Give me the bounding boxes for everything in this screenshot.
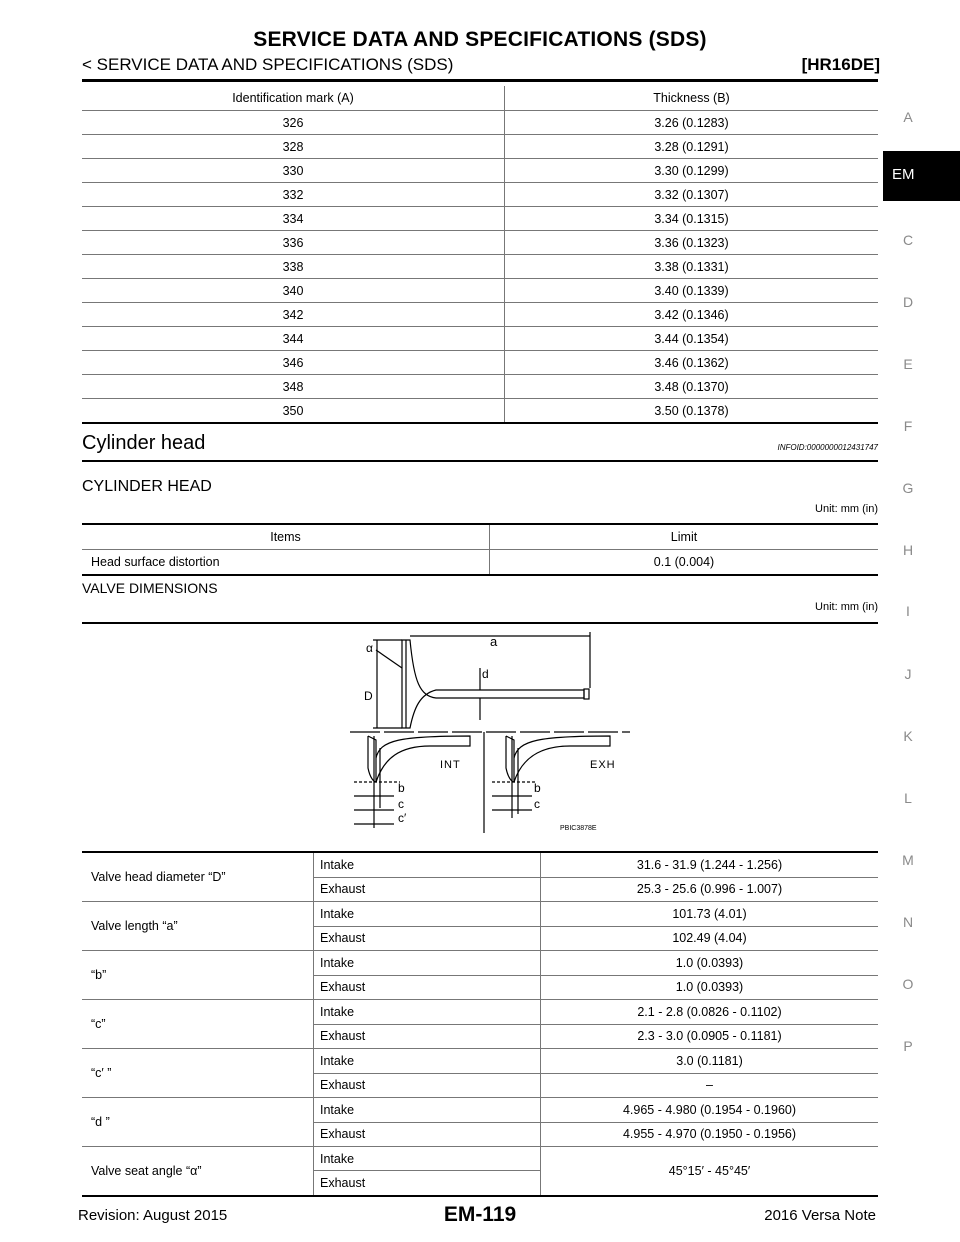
- table-row: [82, 159, 878, 183]
- index-letter-e[interactable]: E: [903, 356, 913, 372]
- table-cell: 3.28 (0.1291): [505, 135, 879, 159]
- table-row: [82, 902, 878, 927]
- index-letter-p[interactable]: P: [903, 1038, 913, 1054]
- index-letter-h[interactable]: H: [902, 542, 914, 558]
- table-cell: “c′ ”: [82, 1049, 314, 1098]
- column-header: Thickness (B): [505, 86, 879, 111]
- table-cell: 3.44 (0.1354): [505, 327, 879, 351]
- label-c-exh: c: [534, 797, 540, 811]
- table-cell: 3.34 (0.1315): [505, 207, 879, 231]
- table-cell: 4.955 - 4.970 (0.1950 - 0.1956): [541, 1122, 879, 1147]
- table-row: [82, 255, 878, 279]
- label-cprime: c′: [398, 811, 407, 825]
- shim-thickness-table: [82, 86, 878, 424]
- table-cell: 1.0 (0.0393): [541, 951, 879, 976]
- table-row: [82, 399, 878, 424]
- table-cell: 344: [82, 327, 505, 351]
- table-row: [82, 351, 878, 375]
- table-cell: 101.73 (4.01): [541, 902, 879, 927]
- section-title: Cylinder head: [82, 432, 206, 454]
- label-a: a: [490, 634, 498, 649]
- table-row: [82, 279, 878, 303]
- index-letter-c[interactable]: C: [902, 232, 914, 248]
- label-d: d: [482, 667, 489, 681]
- cylinder-head-table: [82, 523, 878, 576]
- table-cell: 326: [82, 111, 505, 135]
- index-letter-a[interactable]: A: [903, 109, 913, 125]
- table-cell: 3.30 (0.1299): [505, 159, 879, 183]
- figure-code: PBIC3878E: [560, 825, 597, 832]
- table-row: [82, 135, 878, 159]
- table-cell: Valve length “a”: [82, 902, 314, 951]
- table-cell: 328: [82, 135, 505, 159]
- label-b-exh: b: [534, 781, 541, 795]
- table-cell: Exhaust: [314, 1122, 541, 1147]
- table-row: [82, 852, 878, 877]
- table-cell: 102.49 (4.04): [541, 926, 879, 951]
- table-cell: 3.42 (0.1346): [505, 303, 879, 327]
- table-cell: 332: [82, 183, 505, 207]
- unit-label: Unit: mm (in): [815, 503, 878, 515]
- table-cell: “c”: [82, 1000, 314, 1049]
- table-cell: 3.26 (0.1283): [505, 111, 879, 135]
- table-cell: 334: [82, 207, 505, 231]
- table-cell: 330: [82, 159, 505, 183]
- column-header: Limit: [490, 524, 879, 550]
- table-cell: Exhaust: [314, 926, 541, 951]
- index-letter-i[interactable]: I: [906, 603, 910, 619]
- table-cell: 3.32 (0.1307): [505, 183, 879, 207]
- table-cell: 2.1 - 2.8 (0.0826 - 0.1102): [541, 1000, 879, 1025]
- index-letter-n[interactable]: N: [902, 914, 914, 930]
- table-cell: 45°15′ - 45°45′: [541, 1147, 879, 1197]
- table-cell: Valve head diameter “D”: [82, 852, 314, 902]
- table-cell: 342: [82, 303, 505, 327]
- table-cell: Valve seat angle “α”: [82, 1147, 314, 1197]
- table-row: [82, 303, 878, 327]
- table-cell: 348: [82, 375, 505, 399]
- index-letter-k[interactable]: K: [903, 728, 913, 744]
- table-cell: 3.48 (0.1370): [505, 375, 879, 399]
- table-row: [82, 1000, 878, 1025]
- table-cell: 0.1 (0.004): [490, 550, 879, 576]
- table-cell: 346: [82, 351, 505, 375]
- info-id: INFOID:0000000012431747: [777, 443, 878, 452]
- index-tab-em[interactable]: [883, 151, 960, 201]
- page-title: SERVICE DATA AND SPECIFICATIONS (SDS): [253, 28, 707, 51]
- figure-rule: [82, 622, 878, 624]
- table-row: [82, 207, 878, 231]
- table-cell: 350: [82, 399, 505, 424]
- table-cell: Intake: [314, 1049, 541, 1074]
- cylinder-head-heading: CYLINDER HEAD: [82, 478, 212, 495]
- table-row: [82, 327, 878, 351]
- table-cell: Intake: [314, 852, 541, 877]
- table-cell: “d ”: [82, 1098, 314, 1147]
- table-cell: Intake: [314, 1000, 541, 1025]
- index-letter-o[interactable]: O: [902, 976, 914, 992]
- table-cell: 4.965 - 4.980 (0.1954 - 0.1960): [541, 1098, 879, 1123]
- index-letter-f[interactable]: F: [903, 418, 913, 434]
- table-cell: 336: [82, 231, 505, 255]
- table-cell: Exhaust: [314, 1171, 541, 1196]
- table-cell: Intake: [314, 902, 541, 927]
- valve-dimensions-table: [82, 851, 878, 1197]
- table-row: [82, 1147, 878, 1171]
- valve-dimensions-heading: VALVE DIMENSIONS: [82, 580, 218, 596]
- table-cell: Exhaust: [314, 975, 541, 1000]
- table-cell: “b”: [82, 951, 314, 1000]
- unit-label: Unit: mm (in): [815, 601, 878, 613]
- label-c: c: [398, 797, 404, 811]
- index-letter-l[interactable]: L: [904, 790, 912, 806]
- valve-diagram: [340, 628, 630, 838]
- table-cell: 338: [82, 255, 505, 279]
- table-row: [82, 1098, 878, 1123]
- model-label: 2016 Versa Note: [764, 1207, 876, 1224]
- table-cell: 25.3 - 25.6 (0.996 - 1.007): [541, 877, 879, 902]
- index-letter-d[interactable]: D: [902, 294, 914, 310]
- index-letter-j[interactable]: J: [904, 666, 912, 682]
- label-b: b: [398, 781, 405, 795]
- index-letter-g[interactable]: G: [902, 480, 914, 496]
- column-header: Items: [82, 524, 490, 550]
- table-cell: Exhaust: [314, 877, 541, 902]
- table-cell: 3.36 (0.1323): [505, 231, 879, 255]
- index-letter-m[interactable]: M: [902, 852, 914, 868]
- section-rule: [82, 460, 878, 462]
- table-row: [82, 1049, 878, 1074]
- table-row: [82, 375, 878, 399]
- page-subtitle: < SERVICE DATA AND SPECIFICATIONS (SDS): [82, 55, 454, 74]
- table-row: [82, 183, 878, 207]
- table-cell: Intake: [314, 1147, 541, 1171]
- table-cell: 2.3 - 3.0 (0.0905 - 0.1181): [541, 1024, 879, 1049]
- table-cell: 3.0 (0.1181): [541, 1049, 879, 1074]
- label-exh: EXH: [590, 759, 616, 771]
- table-row: [82, 231, 878, 255]
- label-D: D: [364, 689, 373, 703]
- table-cell: 31.6 - 31.9 (1.244 - 1.256): [541, 852, 879, 877]
- header-rule: [82, 79, 878, 82]
- page-number: EM-119: [443, 1203, 517, 1226]
- table-cell: Head surface distortion: [82, 550, 490, 576]
- table-cell: 3.40 (0.1339): [505, 279, 879, 303]
- label-int: INT: [440, 759, 461, 771]
- table-cell: Exhaust: [314, 1024, 541, 1049]
- label-alpha: α: [366, 641, 373, 655]
- table-cell: 3.46 (0.1362): [505, 351, 879, 375]
- table-cell: 340: [82, 279, 505, 303]
- table-cell: 3.38 (0.1331): [505, 255, 879, 279]
- table-row: [82, 951, 878, 976]
- table-cell: 3.50 (0.1378): [505, 399, 879, 424]
- engine-code: [HR16DE]: [801, 55, 880, 74]
- table-cell: Intake: [314, 1098, 541, 1123]
- table-row: [82, 550, 878, 576]
- table-cell: Exhaust: [314, 1073, 541, 1098]
- index-tab-label: EM: [892, 166, 915, 183]
- table-row: [82, 111, 878, 135]
- table-cell: Intake: [314, 951, 541, 976]
- table-cell: –: [541, 1073, 879, 1098]
- column-header: Identification mark (A): [82, 86, 505, 111]
- revision-label: Revision: August 2015: [78, 1207, 228, 1224]
- table-cell: 1.0 (0.0393): [541, 975, 879, 1000]
